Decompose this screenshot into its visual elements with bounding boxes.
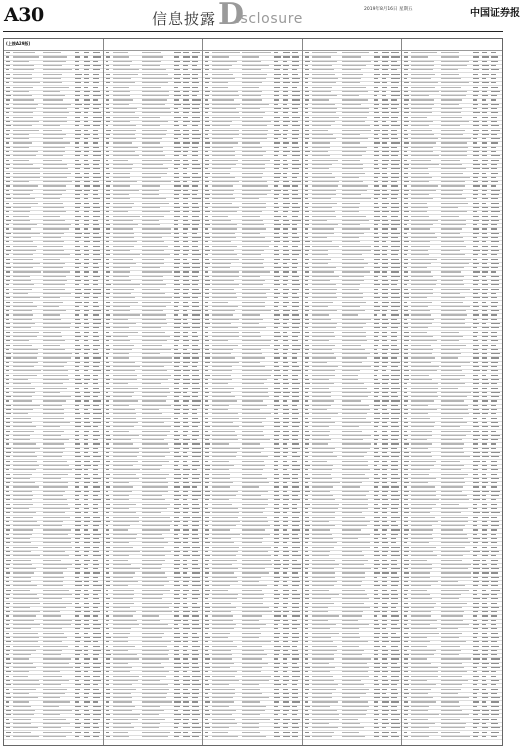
table-row <box>203 735 302 740</box>
header-rule <box>3 31 503 32</box>
table-column <box>4 39 104 745</box>
section-title-en: isclosure <box>236 11 303 27</box>
table-row <box>402 735 502 740</box>
table-row <box>4 735 103 740</box>
newspaper-masthead: 中国证券报 <box>470 8 520 19</box>
table-column <box>402 39 502 745</box>
issue-date: 2019年8月16日 星期五 <box>364 7 413 12</box>
page-header <box>0 0 520 34</box>
page-number: A30 <box>4 4 44 26</box>
section-initial: D <box>218 0 245 32</box>
table-row <box>303 735 402 740</box>
table-column <box>303 39 403 745</box>
disclosure-tables <box>3 38 503 746</box>
section-title-cn: 信息披露 <box>152 10 217 28</box>
table-column <box>203 39 303 745</box>
table-row <box>104 735 203 740</box>
continued-from-label: (上接A29版) <box>6 41 31 46</box>
table-column <box>104 39 204 745</box>
